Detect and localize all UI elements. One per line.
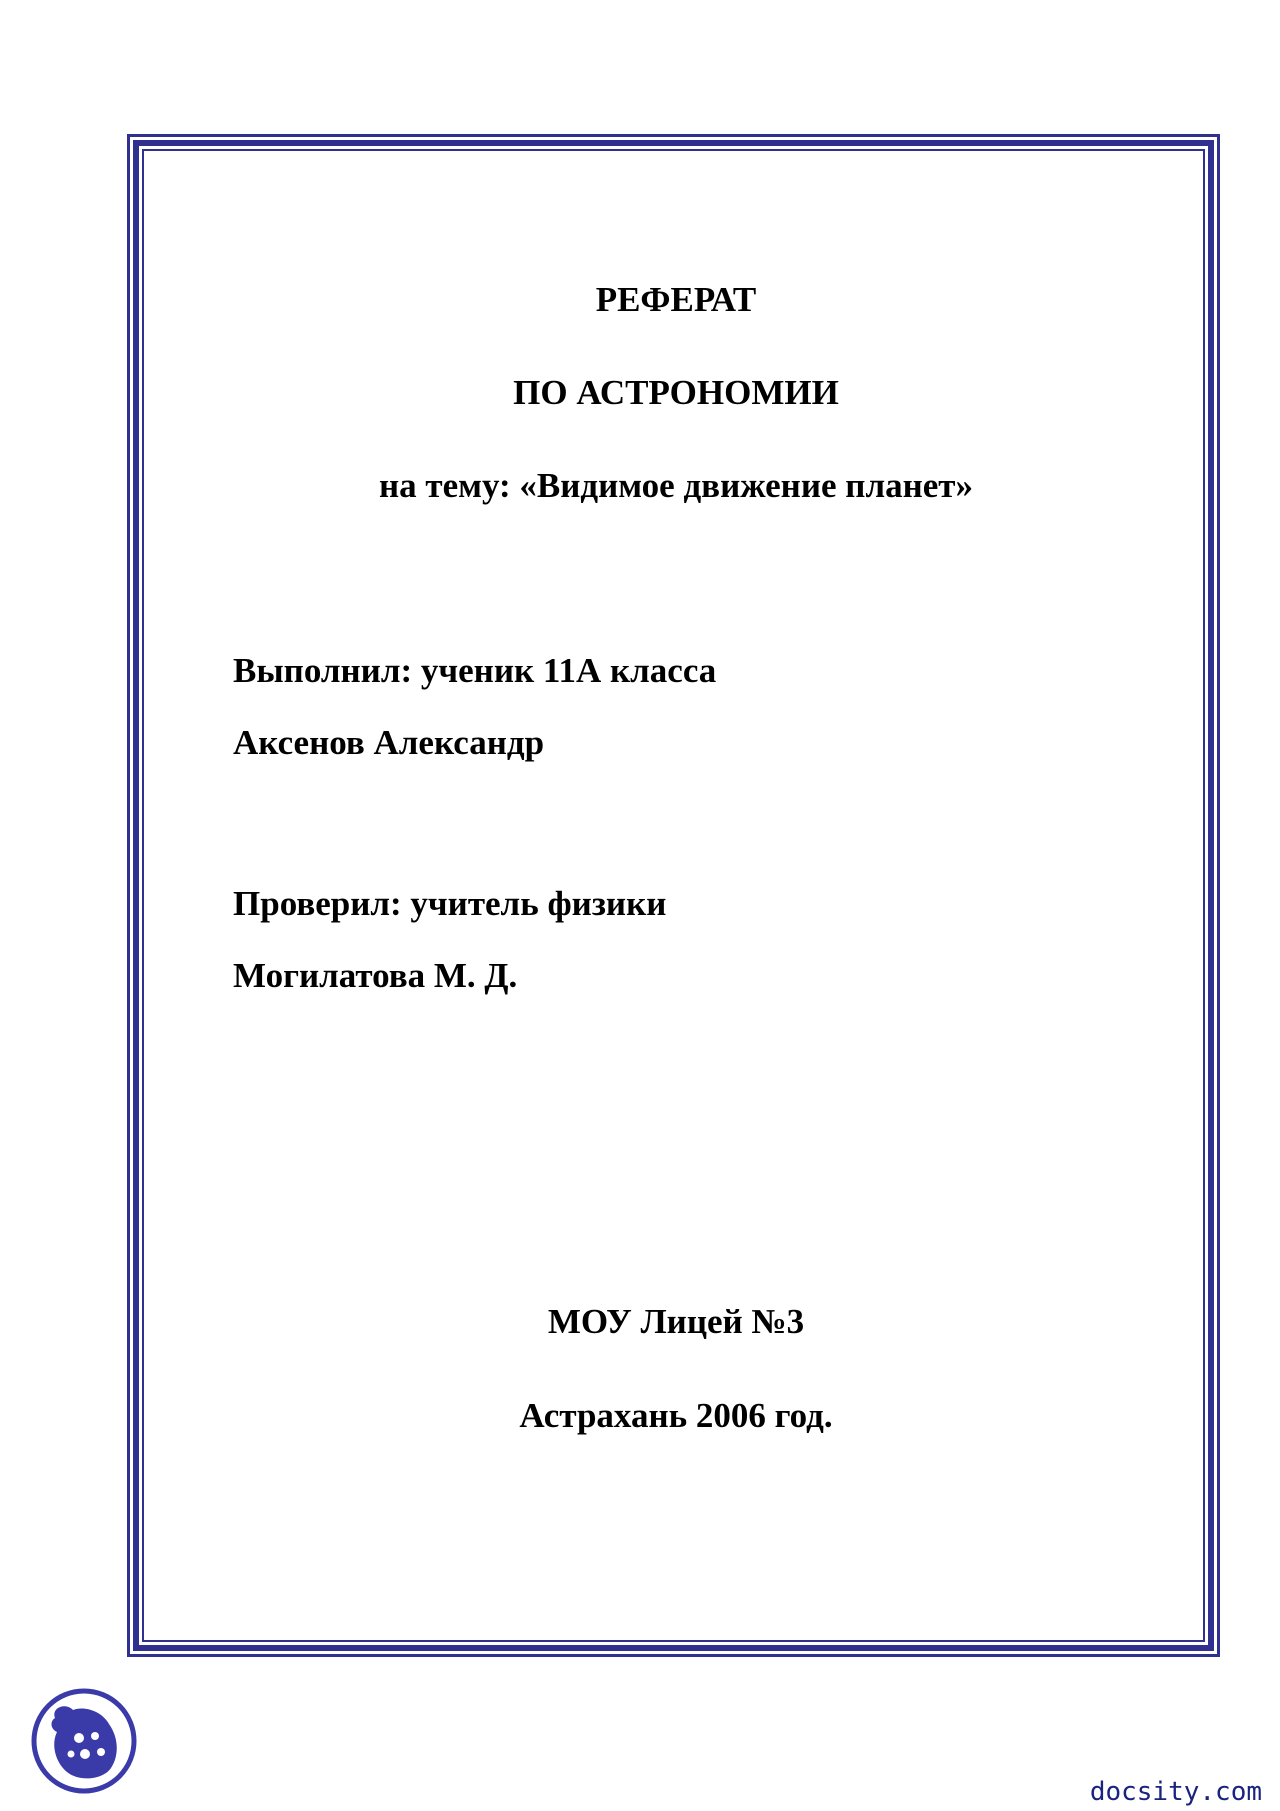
- city-year: Астрахань 2006 год.: [519, 1396, 833, 1435]
- checker-name: Могилатова М. Д.: [233, 956, 518, 995]
- author-name: Аксенов Александр: [233, 723, 545, 762]
- docsity-logo-icon: [31, 1688, 137, 1794]
- docsity-watermark: docsity.com: [1089, 1777, 1262, 1807]
- document-title: РЕФЕРАТ: [595, 280, 757, 319]
- document-subject: ПО АСТРОНОМИИ: [513, 373, 839, 412]
- author-line: Выполнил: ученик 11А класса: [233, 651, 717, 690]
- institution: МОУ Лицей №3: [547, 1302, 805, 1341]
- document-topic: на тему: «Видимое движение планет»: [378, 466, 973, 505]
- checker-line: Проверил: учитель физики: [233, 884, 667, 923]
